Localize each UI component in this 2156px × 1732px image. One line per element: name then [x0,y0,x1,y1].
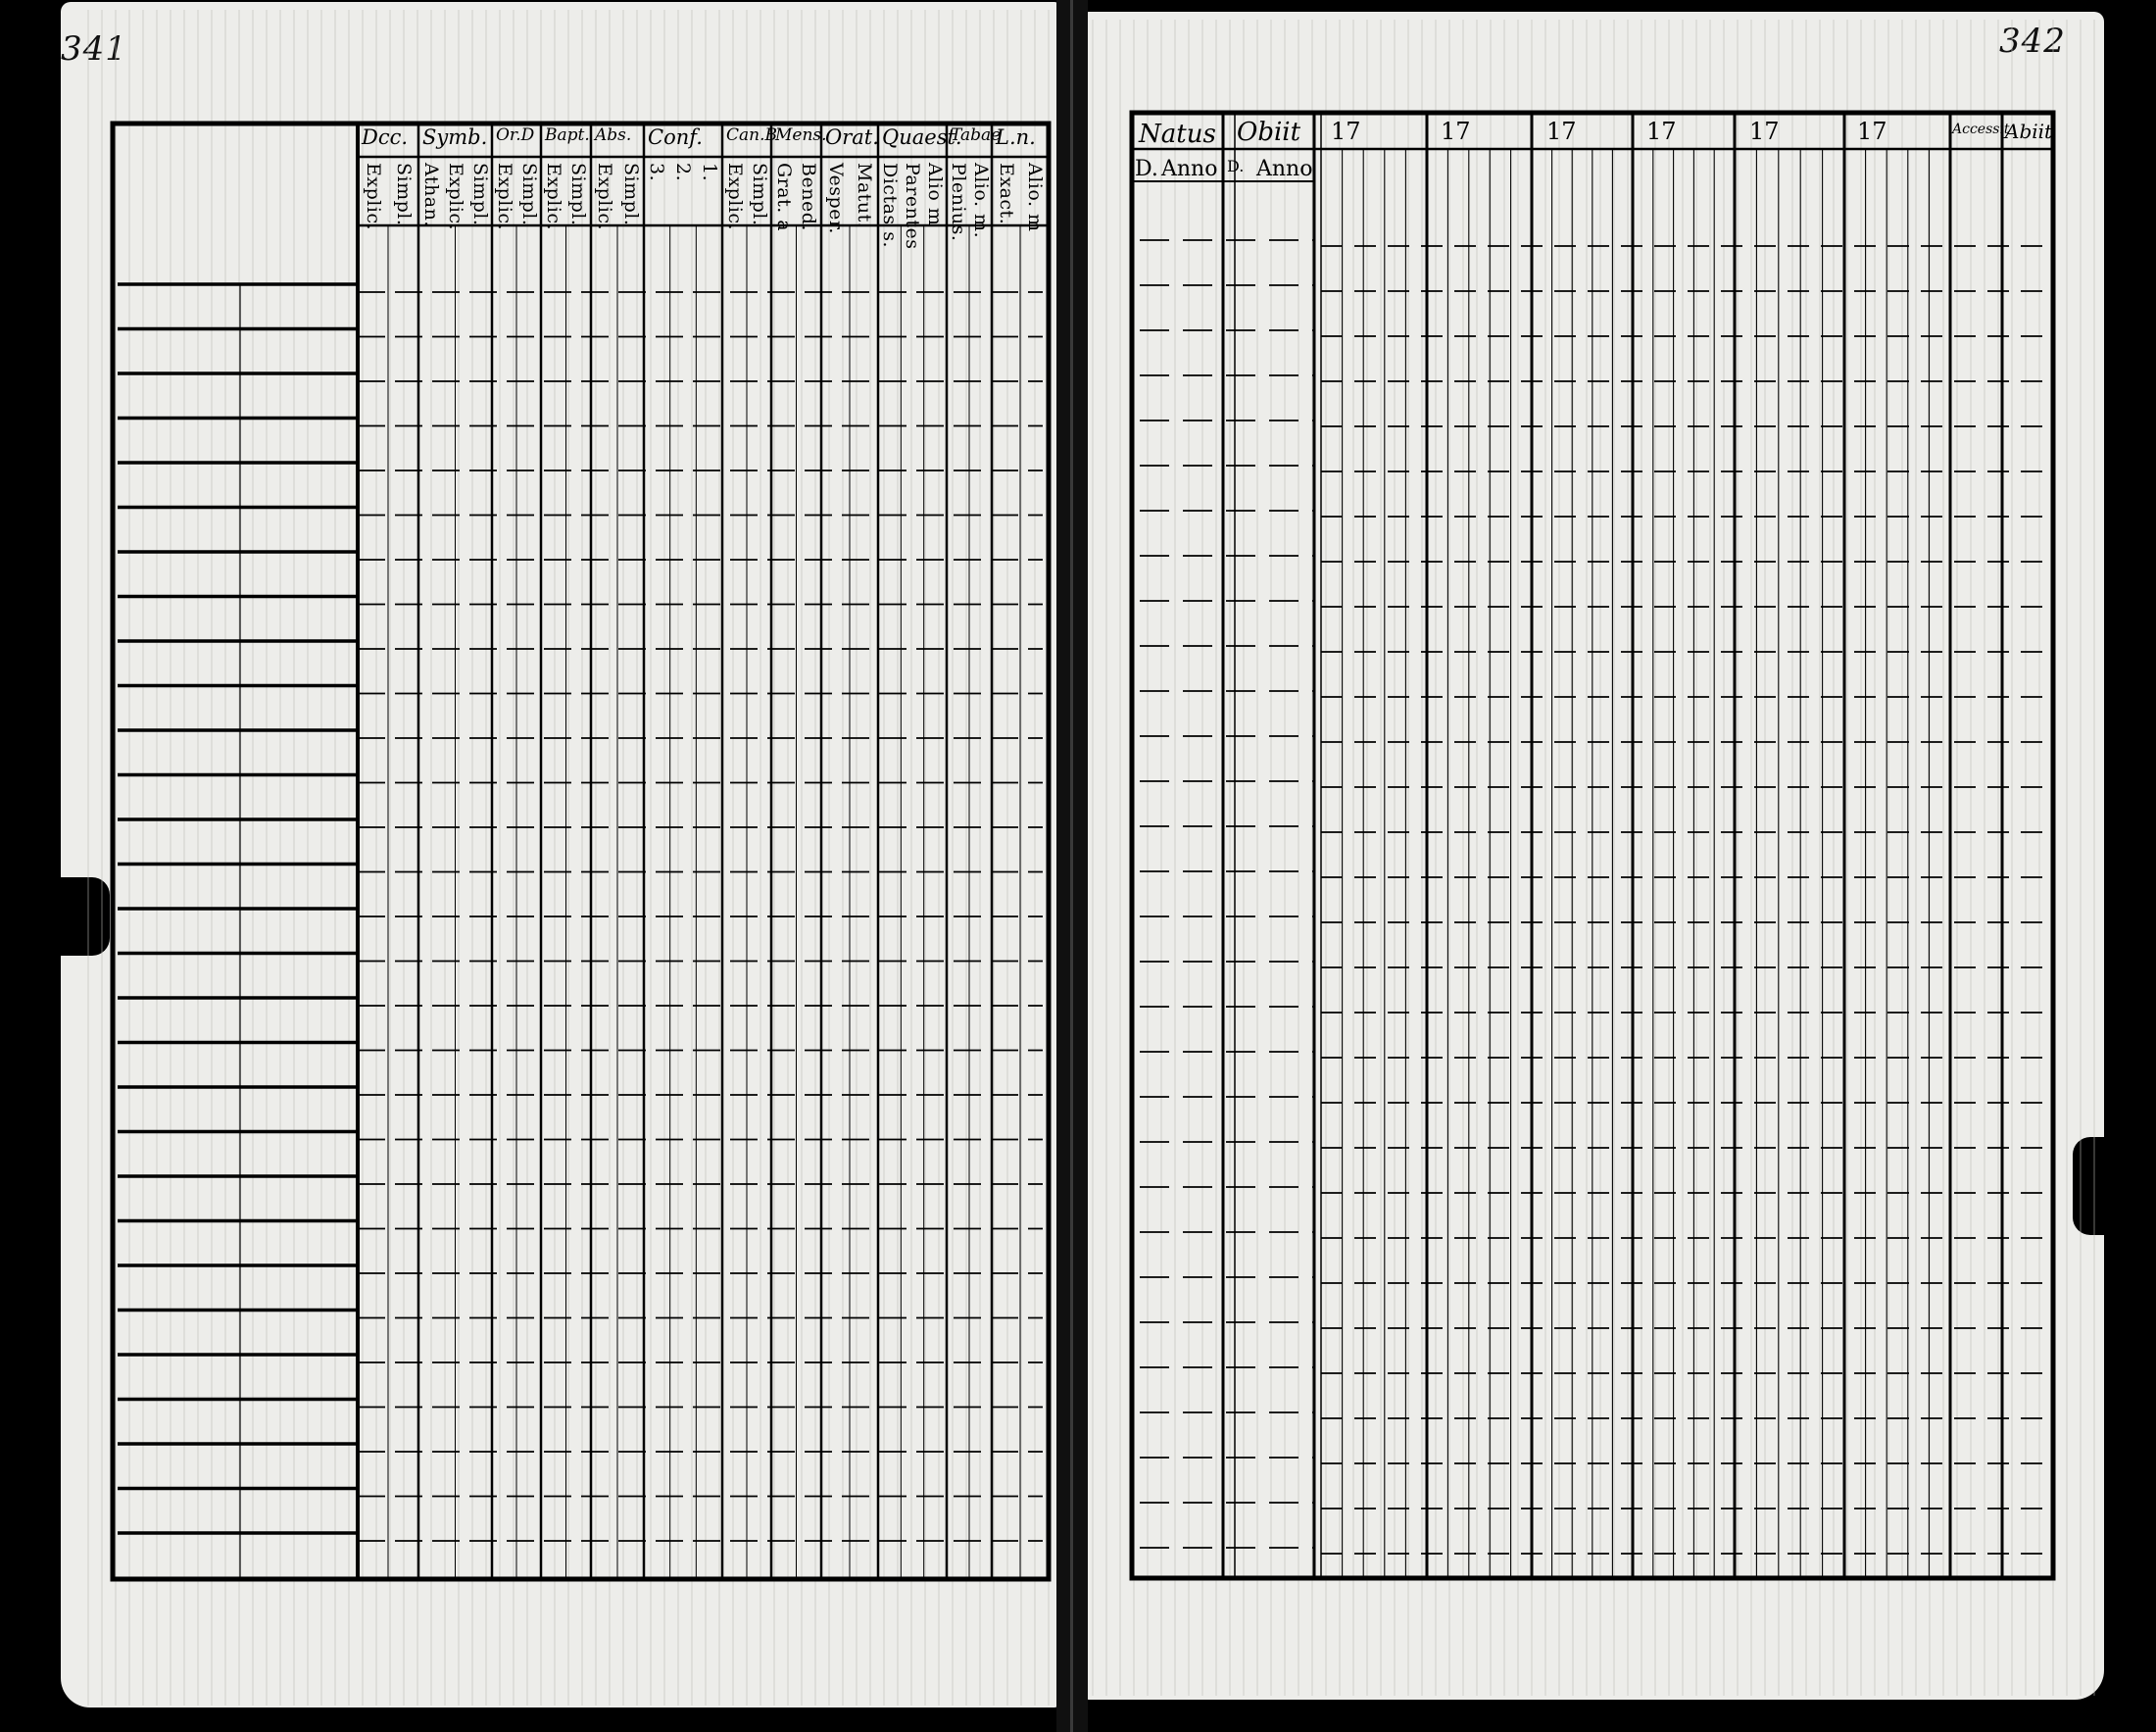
left-page-number: 341 [61,29,127,69]
left-header-2: Symb. [422,125,488,149]
left-subheader: Grat. a [772,163,795,232]
left-header-1: Dcc. [362,125,409,149]
left-subheader: 1. [698,163,720,182]
left-subheader: Dictas s. [878,163,901,248]
left-subheader: Alio m [924,163,947,226]
year-header-3: 17 [1546,118,1577,145]
left-header-7: Can.B [726,125,777,145]
left-subheader: Alio. m. [969,163,992,239]
left-header-10: Quaest. [882,125,962,149]
left-subheader: Explic. [542,163,564,231]
left-subheader: Explic. [723,163,746,231]
left-header-5: Abs. [595,125,632,145]
left-header-8: Mens. [775,125,827,145]
left-subheader: Explic. [362,163,384,231]
left-subheader: Exact. [995,163,1017,225]
natus-day: D. [1135,157,1158,181]
left-subheader: Simpl. [517,163,540,226]
left-subheader: Simpl. [392,163,415,226]
left-header-11: Tabae [951,125,1002,145]
left-subheader: 2. [672,163,694,182]
left-subheader: Explic. [444,163,466,231]
obiit-year: Anno [1256,157,1313,181]
year-header-5: 17 [1749,118,1780,145]
left-subheader: Bened. [798,163,820,231]
natus-year: Anno [1161,157,1218,181]
year-header-4: 17 [1646,118,1677,145]
left-subheader: Plenius. [947,163,969,242]
left-subheader: Explic. [593,163,615,231]
left-subheader: Simpl. [619,163,642,226]
left-header-12: L.n. [996,125,1036,149]
left-subheader: Matut. [853,163,875,229]
year-header-1: 17 [1331,118,1361,145]
left-subheader: Simpl. [468,163,491,226]
abiit-header: Abiit [2005,120,2053,143]
obiit-day: D. [1227,157,1245,175]
left-subheader: Athan. [419,163,442,227]
accessit-header: Accessit [1952,122,2010,137]
left-subheader: Explic. [493,163,515,231]
obiit-header: Obiit [1237,118,1301,147]
year-header-2: 17 [1441,118,1471,145]
left-header-3: Or.D [496,125,535,145]
natus-header: Natus [1139,120,1216,149]
year-header-6: 17 [1857,118,1887,145]
left-header-4: Bapt. [545,125,590,145]
left-subheader: Simpl. [567,163,590,226]
left-subheader: Parentes [902,163,923,250]
left-header-9: Orat. [825,125,879,149]
left-subheader: Alio. m [1023,163,1046,232]
left-subheader: 3. [646,163,668,182]
left-subheader: Simpl. [748,163,770,226]
left-header-6: Conf. [648,125,703,149]
left-subheader: Vesper. [824,163,847,234]
right-page-number: 342 [1999,22,2066,61]
